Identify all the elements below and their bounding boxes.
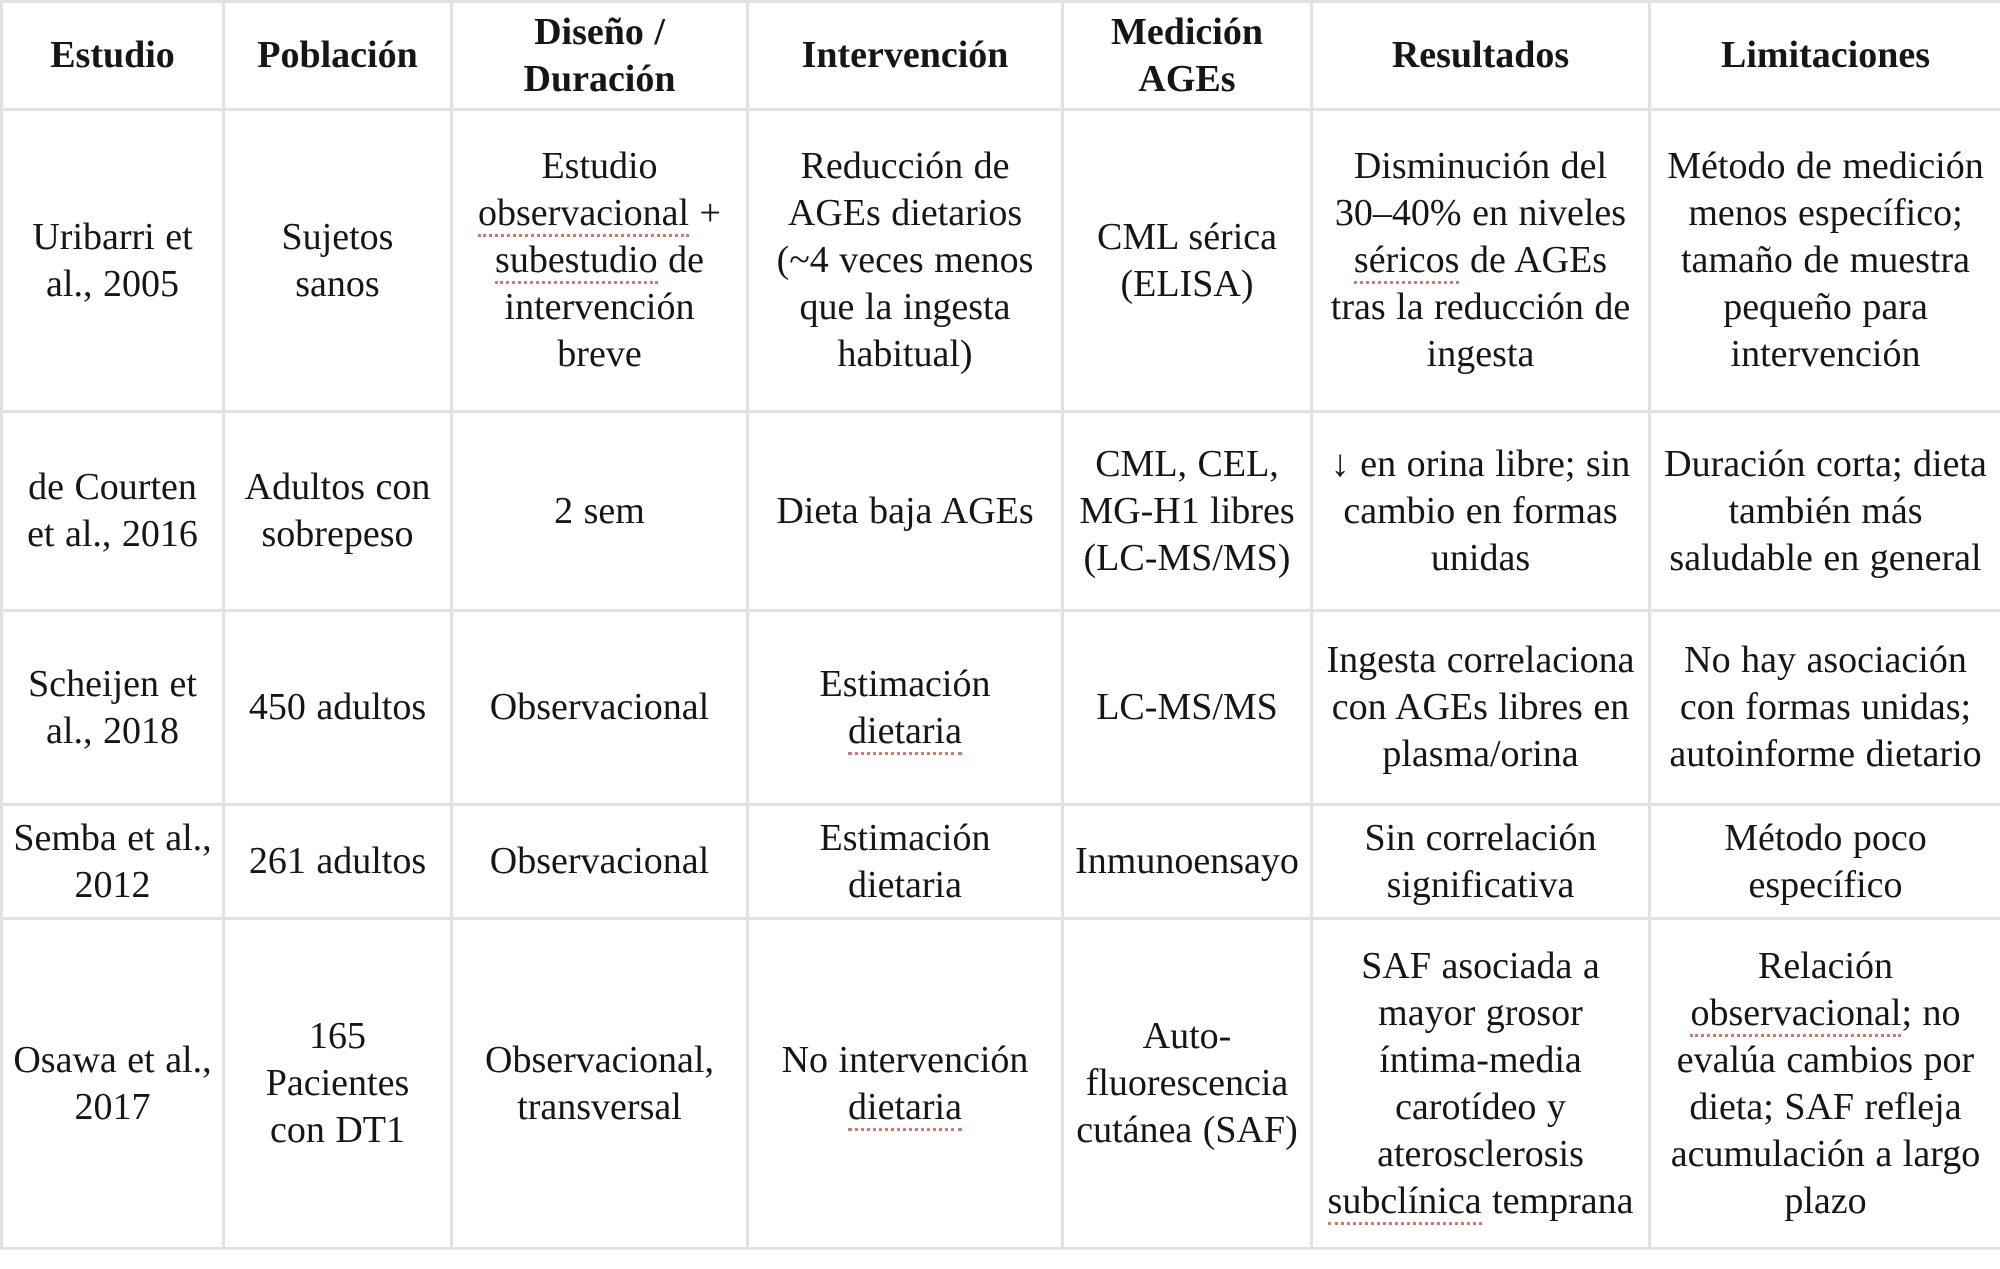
cell-resultados[interactable]: SAF asociada a mayor grosor íntima-media carotídeo y aterosclerosis subclínica temprana	[1312, 919, 1650, 1249]
column-header-poblacion[interactable]: Población	[224, 2, 452, 110]
misspelled-word: subestudio	[495, 239, 658, 284]
misspelled-word: observacional	[1690, 992, 1901, 1037]
cell-limitaciones[interactable]: Relación observacional; no evalúa cambios por dieta; SAF refleja acumulación a largo plazo	[1650, 919, 2000, 1249]
cell-diseno-duracion[interactable]: 2 sem	[452, 412, 748, 611]
cell-medicion-ages[interactable]: Auto-fluorescencia cutánea (SAF)	[1063, 919, 1312, 1249]
cell-limitaciones[interactable]: Duración corta; dieta también más saludable en general	[1650, 412, 2000, 611]
cell-poblacion[interactable]: Adultos con sobrepeso	[224, 412, 452, 611]
cell-estudio[interactable]: Scheijen et al., 2018	[2, 611, 224, 805]
cell-intervencion[interactable]: Estimación dietaria	[748, 611, 1063, 805]
column-header-limitaciones[interactable]: Limitaciones	[1650, 2, 2000, 110]
cell-resultados[interactable]: Ingesta correlaciona con AGEs libres en plasma/orina	[1312, 611, 1650, 805]
misspelled-word: dietaria	[848, 1086, 962, 1131]
cell-intervencion[interactable]: Reducción de AGEs dietarios (~4 veces menos que la ingesta habitual)	[748, 110, 1063, 412]
cell-medicion-ages[interactable]: Inmunoensayo	[1063, 805, 1312, 919]
cell-diseno-duracion[interactable]: Observacional, transversal	[452, 919, 748, 1249]
header-row	[2, 2, 2000, 110]
cell-estudio[interactable]: Uribarri et al., 2005	[2, 110, 224, 412]
column-header-intervencion[interactable]: Intervención	[748, 2, 1063, 110]
cell-diseno-duracion[interactable]: Observacional	[452, 805, 748, 919]
table-body	[2, 110, 2000, 1249]
column-header-diseno-duracion[interactable]: Diseño / Duración	[452, 2, 748, 110]
cell-poblacion[interactable]: 261 adultos	[224, 805, 452, 919]
cell-medicion-ages[interactable]: LC-MS/MS	[1063, 611, 1312, 805]
cell-resultados[interactable]: ↓ en orina libre; sin cambio en formas unidas	[1312, 412, 1650, 611]
column-header-resultados[interactable]: Resultados	[1312, 2, 1650, 110]
cell-resultados[interactable]: Disminución del 30–40% en niveles séricos de AGEs tras la reducción de ingesta	[1312, 110, 1650, 412]
cell-medicion-ages[interactable]: CML sérica (ELISA)	[1063, 110, 1312, 412]
misspelled-word: séricos	[1354, 239, 1460, 284]
table-row	[2, 412, 2000, 611]
misspelled-word: dietaria	[848, 710, 962, 755]
cell-limitaciones[interactable]: Método poco específico	[1650, 805, 2000, 919]
cell-poblacion[interactable]: Sujetos sanos	[224, 110, 452, 412]
table-row	[2, 919, 2000, 1249]
table-row	[2, 805, 2000, 919]
misspelled-word: observacional	[478, 192, 689, 237]
cell-estudio[interactable]: Osawa et al., 2017	[2, 919, 224, 1249]
cell-poblacion[interactable]: 165 Pacientes con DT1	[224, 919, 452, 1249]
cell-limitaciones[interactable]: Método de medición menos específico; tamaño de muestra pequeño para intervención	[1650, 110, 2000, 412]
cell-intervencion[interactable]: Dieta baja AGEs	[748, 412, 1063, 611]
cell-estudio[interactable]: de Courten et al., 2016	[2, 412, 224, 611]
cell-resultados[interactable]: Sin correlación significativa	[1312, 805, 1650, 919]
cell-intervencion[interactable]: Estimación dietaria	[748, 805, 1063, 919]
column-header-medicion-ages[interactable]: Medición AGEs	[1063, 2, 1312, 110]
cell-limitaciones[interactable]: No hay asociación con formas unidas; autoinforme dietario	[1650, 611, 2000, 805]
cell-estudio[interactable]: Semba et al., 2012	[2, 805, 224, 919]
cell-diseno-duracion[interactable]: Observacional	[452, 611, 748, 805]
cell-diseno-duracion[interactable]: Estudio observacional + subestudio de intervención breve	[452, 110, 748, 412]
table-row	[2, 110, 2000, 412]
cell-intervencion[interactable]: No intervención dietaria	[748, 919, 1063, 1249]
cell-poblacion[interactable]: 450 adultos	[224, 611, 452, 805]
column-header-estudio[interactable]: Estudio	[2, 2, 224, 110]
table-row	[2, 611, 2000, 805]
misspelled-word: subclínica	[1328, 1180, 1482, 1225]
cell-medicion-ages[interactable]: CML, CEL, MG-H1 libres (LC-MS/MS)	[1063, 412, 1312, 611]
